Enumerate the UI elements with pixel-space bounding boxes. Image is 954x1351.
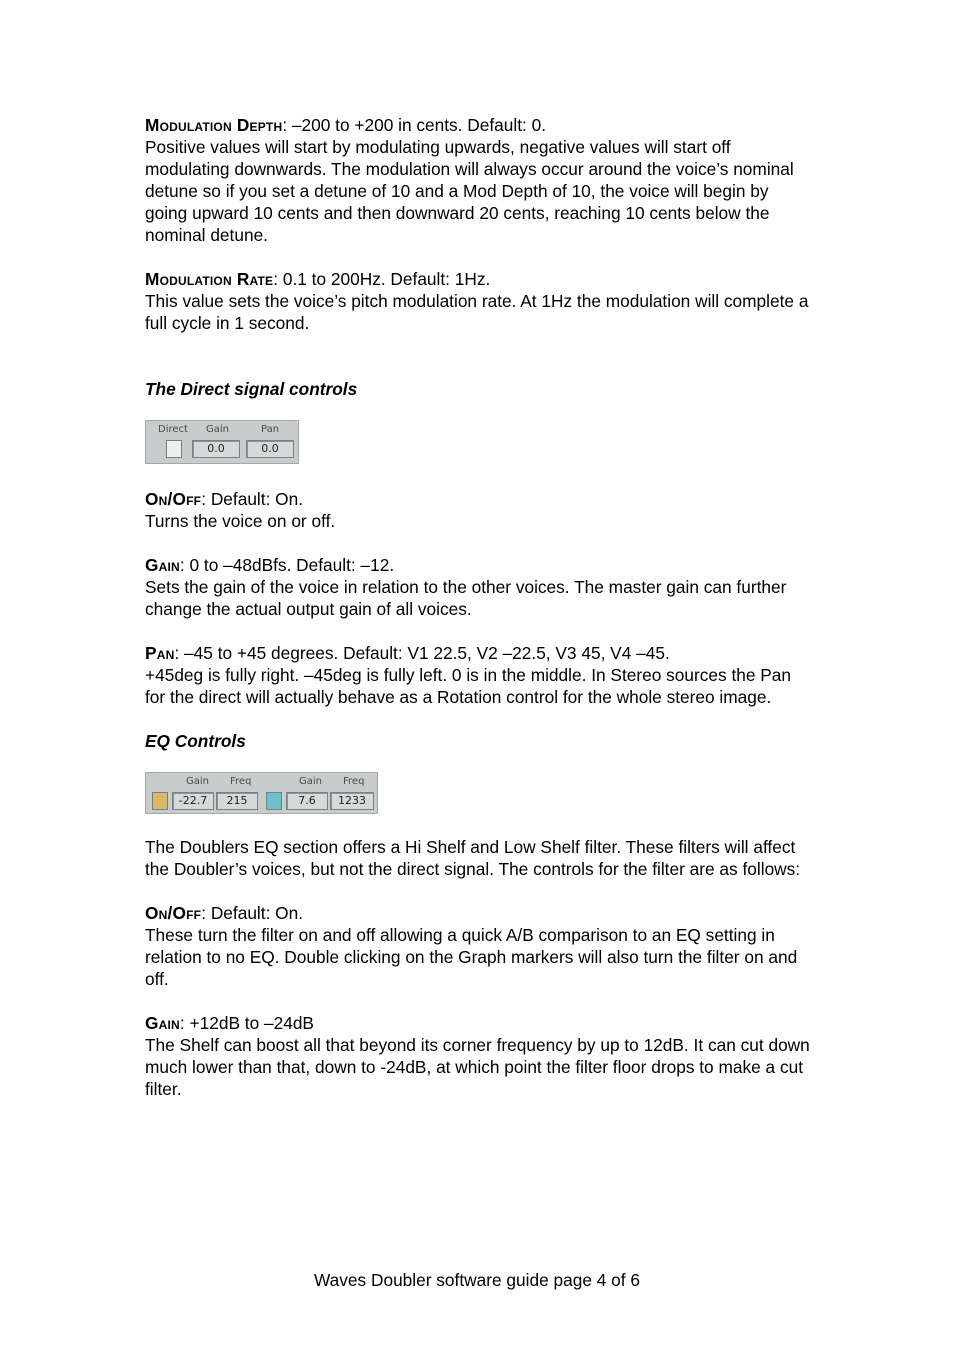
eq2-freq-field[interactable]: 1233 bbox=[330, 792, 374, 810]
modulation-depth-paragraph bbox=[145, 114, 815, 246]
modulation-depth-term: Modulation Depth bbox=[145, 115, 283, 135]
direct-gain-term: Gain bbox=[145, 555, 180, 575]
direct-pan-range: : –45 to +45 degrees. Default: V1 22.5, V2 –22.5, V3 45, V4 –45. bbox=[174, 643, 670, 663]
eq1-gain-label: Gain bbox=[186, 776, 209, 787]
eq-controls-panel bbox=[145, 772, 378, 814]
direct-pan-field[interactable]: 0.0 bbox=[246, 440, 294, 458]
modulation-rate-range: : 0.1 to 200Hz. Default: 1Hz. bbox=[273, 269, 491, 289]
eq-gain-range: : +12dB to –24dB bbox=[179, 1013, 314, 1033]
direct-onoff-term: On/Off bbox=[145, 489, 202, 509]
page-footer: Waves Doubler software guide page 4 of 6 bbox=[314, 1270, 640, 1290]
direct-onoff-range: : Default: On. bbox=[201, 489, 304, 509]
eq-gain-term: Gain bbox=[145, 1013, 180, 1033]
eq-onoff-paragraph bbox=[145, 902, 815, 990]
eq2-gain-label: Gain bbox=[299, 776, 322, 787]
eq-intro-paragraph: The Doublers EQ section offers a Hi Shelf and Low Shelf filter. These filters will affect the Doubler’s voices, but not the direct signal. The controls for the filter are as follows: bbox=[145, 837, 801, 879]
direct-gain-range: : 0 to –48dBfs. Default: –12. bbox=[179, 555, 395, 575]
gain-label: Gain bbox=[206, 424, 229, 435]
modulation-depth-range: : –200 to +200 in cents. Default: 0. bbox=[282, 115, 547, 135]
eq-controls-heading: EQ Controls bbox=[145, 731, 246, 751]
eq1-freq-label: Freq bbox=[230, 776, 252, 787]
direct-gain-body: Sets the gain of the voice in relation to the other voices. The master gain can further change the actual output gain of all voices. bbox=[145, 577, 787, 619]
eq-onoff-body: These turn the filter on and off allowing a quick A/B comparison to an EQ setting in relation to no EQ. Double clicking on the Graph markers will also turn the filter on and off. bbox=[145, 925, 798, 989]
direct-onoff-paragraph bbox=[145, 488, 815, 532]
direct-signal-heading: The Direct signal controls bbox=[145, 379, 358, 399]
modulation-depth-body: Positive values will start by modulating upwards, negative values will start off modulating downwards. The modulation will always occur around the voice’s nominal detune so if you set a detune of 10 and a Mod Depth of 10, the voice will begin by going upward 10 cents and then downward 20 cents, reaching 10 cents below the nominal detune. bbox=[145, 137, 794, 245]
pan-label: Pan bbox=[261, 424, 280, 435]
direct-on-off-checkbox[interactable] bbox=[166, 440, 182, 458]
eq-gain-body: The Shelf can boost all that beyond its corner frequency by up to 12dB. It can cut down much lower than that, down to -24dB, at which point the filter floor drops to make a cut filter. bbox=[145, 1035, 810, 1099]
eq-onoff-range: : Default: On. bbox=[201, 903, 304, 923]
direct-pan-term: Pan bbox=[145, 643, 175, 663]
direct-gain-paragraph bbox=[145, 554, 815, 620]
direct-gain-field[interactable]: 0.0 bbox=[192, 440, 240, 458]
eq1-freq-field[interactable]: 215 bbox=[216, 792, 258, 810]
eq1-on-off-swatch[interactable] bbox=[152, 792, 168, 810]
direct-onoff-body: Turns the voice on or off. bbox=[145, 511, 336, 531]
eq2-on-off-swatch[interactable] bbox=[266, 792, 282, 810]
direct-pan-paragraph bbox=[145, 642, 815, 708]
eq2-gain-field[interactable]: 7.6 bbox=[286, 792, 328, 810]
modulation-rate-paragraph bbox=[145, 268, 815, 334]
eq-onoff-term: On/Off bbox=[145, 903, 202, 923]
modulation-rate-term: Modulation Rate bbox=[145, 269, 274, 289]
eq1-gain-field[interactable]: -22.7 bbox=[172, 792, 214, 810]
spacer bbox=[145, 356, 815, 378]
direct-controls-panel bbox=[145, 420, 299, 464]
modulation-rate-body: This value sets the voice’s pitch modulation rate. At 1Hz the modulation will complete a full cycle in 1 second. bbox=[145, 291, 809, 333]
document-body bbox=[145, 114, 815, 1122]
direct-pan-body: +45deg is fully right. –45deg is fully left. 0 is in the middle. In Stereo sources the Pan for the direct will actually behave as a Rotation control for the whole stereo image. bbox=[145, 665, 792, 707]
eq-gain-paragraph bbox=[145, 1012, 815, 1100]
direct-label: Direct bbox=[158, 424, 188, 435]
eq2-freq-label: Freq bbox=[343, 776, 365, 787]
